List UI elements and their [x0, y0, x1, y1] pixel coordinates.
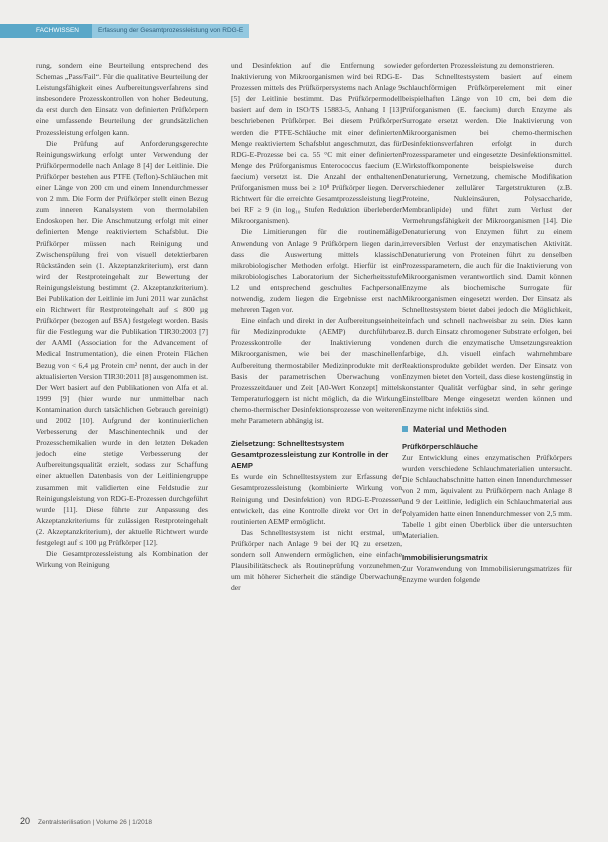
article-short-title: Erfassung der Gesamtprozessleistung von RDG-E — [92, 24, 249, 38]
section-heading-text: Material und Methoden — [413, 424, 507, 434]
paragraph: Zur Voranwendung von Immobilisierungsmatrizes für Enzyme wurden folgende — [402, 563, 572, 585]
paragraph: Die Prüfung auf Anforderungsgerechte Reinigungswirkung erfolgt unter Verwendung der Prüfkörpermodelle nach Anlage 8 [4] der Leitlinie. Die Prüfkörper bestehen aus PTFE (Teflon)-Schläuchen mit einer Länge von 200 cm und einem Innendurchmesser von 2 mm. Die Form der Prüfkörper stellt einen Bezug zum inneren Kanalsystem von thermolabilen Endoskopen her. Die Anschmutzung erfolgt mit einer definierten Menge reaktiviertem Schafsblut. Die Prüfkörper müssen nach Reinigung und Zwischenspülung frei von visuell detektierbaren Rückständen sein (1. Akzeptanzkriterium), erst dann wird der Restproteingehalt zur Bewertung der Reinigungsleistung bestimmt (2. Akzeptanzkriterium). Bei Publikation der Leitlinie im Juni 2011 war zunächst ein Richtwert für Restproteingehalt auf ≤ 800 µg Prüfkörper (bezogen auf BSA) festgelegt worden. Basis für die Festlegung war die Publikation TIR30:2003 [7] der AAMI (Association for the Advancement of Medical Instrumentation), die einen Protein Flächen Bezug von < 6,4 µg Protein cm² nennt, der auch in der aktualisierten Version TIR30:2011 [8] ausgenommen ist. Der Wert basiert auf den Publikationen von Alfa et al. 1999 [9] (hier wurde nur unmittelbar nach Kontamination durch tatsächlichen Gebrauch gereinigt) und 2002 [10]. Aufgrund der kontinuierlichen Verbesserung der Maschinentechnik und der Prozesschemikalien wurde in den letzten Dekaden jedoch eine stetige Verbesserung der Aufbereitungsqualität erzielt, sodass zur Schaffung einer aktuellen Datenbasis von der Leitliniengruppe zusammen mit validierten eine Feldstudie zur Reinigungsleistung von RDG-E-Prozessen durchgeführt wurde [11]. Diese führte zur Anpassung des Akzeptanzkriteriums für zulässigen Restproteingehalt (2. Akzeptanzkriterium), der aktuelle Richtwert wurde festgelegt auf ≤ 100 µg Prüfkörper [12]. — [36, 138, 208, 548]
text-column-right — [402, 60, 572, 585]
subsection-heading: Prüfkörperschläuche — [402, 442, 478, 451]
section-label: FACHWISSEN — [0, 24, 92, 38]
paragraph: Es wurde ein Schnelltestsystem zur Erfassung der Gesamtprozessleistung (kombinierte Wirkung von Reinigung und Desinfektion) von RDG-E-Prozessen entwickelt, das eine Kontrolle direkt vor Ort in der routinierten AEMP ermöglicht. — [231, 472, 402, 526]
running-header — [0, 24, 249, 38]
paragraph: Die Gesamtprozessleistung als Kombination der Wirkung von Reinigung — [36, 549, 208, 570]
section-heading — [402, 423, 572, 435]
paragraph: Das Schnelltestsystem basiert auf einem schlauchförmigen Prüfkörperelement mit einer beispielhaften Länge von 10 cm, bei dem die Prüforganismen (E. faecium) durch Enzyme als Surrogate ersetzt werden. Die Inaktivierung von Mikroorganismen bei chemo-thermischen Desinfektionsverfahren erfolgt in durch Prozessparameter und eingesetzte Desinfektionsmittel. Wirkstoffkomponente beispielsweise durch Denaturierung, Vernetzung, chemische Modifikation verschiedener zellulärer Targetstrukturen (z.B. Proteine, Nukleinsäuren, Polysaccharide, Membranlipide) und führt zum Verlust der Vermehrungsfähigkeit der Mikroorganismen [14]. Die Denaturierung von Enzymen führt zu einem irreversiblen Verlust der enzymatischen Aktivität. Denaturierung von Proteinen führt zu denselben Prozessparametern, die auch für die Inaktivierung von Mikroorganismen verantwortlich sind. Damit können Enzyme als biochemische Surrogate für Mikroorganismen eingesetzt werden. Der Einsatz als Schnelltestsystem bietet dabei jedoch die Möglichkeit, einfach und schnell nachweisbar zu sein. Dies kann z.B. durch Einsatz chromogener Substrate erfolgen, bei denen durch die enzymatische Umsetzungsreaktion farbige, d.h. visuell einfach wahrnehmbare Reaktionsprodukte gebildet werden. Der Einsatz von Enzymen bietet den Vorteil, dass diese kostengünstig in konstanter Qualität verfügbar sind, in sehr geringe Einstellbare Menge eingesetzt werden können und Enzyme nicht infektiös sind. — [402, 72, 572, 414]
text-column-left — [36, 60, 208, 570]
journal-citation: Zentralsterilisation | Volume 26 | 1/2018 — [38, 819, 152, 826]
text-column-middle — [231, 60, 402, 593]
page-footer — [20, 816, 152, 826]
paragraph: der geforderten Prozessleistung zu demonstrieren. — [402, 61, 555, 70]
paragraph: Das Schnelltestsystem ist nicht erstmal, um Prüfkörper nach Anlage 9 bei der IQ zu ersetzen, sondern soll Anwendern ermöglichen, eine einfache Plausibilitätscheck als Routineprüfung vorzunehmen, um mit höherer Sicherheit die ständige Überwachung der — [231, 527, 402, 593]
paragraph: und Desinfektion auf die Entfernung sowie Inaktivierung von Mikroorganismen wird bei RDG-E-Prozessen mittels des Prüfkörpersystems nach Anlage 9 [5] der Leitlinie bestimmt. Das Prüfkörpermodell basiert auf dem in ISO/TS 15883-5, Anhang I [13] beschriebenen Prüfkörper. Bei diesem Prüfkörper werden die PTFE-Schläuche mit einer definierten Menge reaktiviertem Schafsblut angeschmutzt, das für RDG-E-Prozesse bei ca. 55 °C mit einer definierten Menge des Prüforganismus Enterococcus faecium (E. faecium) versetzt ist. Die Anzahl der enthaltenen Prüforganismen muss bei ≥ 10⁸ Prüfkörper liegen. Der Richtwert für die erreichte Gesamtprozessleistung liegt bei RF ≥ 9 (in log₁₀ Stufen Reduktion überleberder Mikroorganismen). — [231, 61, 402, 226]
subsection-heading: Immobilisierungsmatrix — [402, 552, 488, 562]
subsection-heading: Zielsetzung: Schnelltestsystem Gesamtprozessleistung zur Kontrolle in der AEMP — [231, 439, 389, 471]
paragraph: Eine einfach und direkt in der Aufbereitungseinheit für Medizinprodukte (AEMP) durchführbare Prozesskontrolle der Inaktivierung von Mikroorganismen, wie bei der maschinellen Aufbereitung thermostabiler Medizinprodukte mit der Basis der parametrischen Überwachung von Prozesszeitdauer und Zeit [A0-Wert Konzept] mittels Temperaturloggern ist nicht möglich, da die Wirkung chemo-thermischer Desinfektionsprozesse von weiteren mehr Parametern abhängig ist. — [231, 316, 402, 425]
paragraph: Die Limitierungen für die routinemäßige Anwendung von Anlage 9 Prüfkörpern liegen darin, dass die Auswertung mittels klassisch mikrobiologischer Methoden erfolgt. Hierfür ist ein mikrobiologisches Laboratorium der Sicherheitsstufe L2 und entsprechend geschultes Fachpersonal notwendig, zudem liegen die Ergebnisse erst nach mehreren Tagen vor. — [231, 227, 402, 315]
paragraph: Zur Entwicklung eines enzymatischen Prüfkörpers wurden verschiedene Schlauchmaterialien untersucht. Die Schlauchabschnitte hatten einen Innendurchmesser von 2 mm, äquivalent zu Prüfkörpern nach Anlage 8 und 9 der Leitlinie, lediglich ein Schlauchmaterial aus Polyamiden hatte einen Innendurchmesser von 2,5 mm. Tabelle 1 gibt einen Überblick über die untersuchten Materialien. — [402, 453, 572, 540]
square-bullet-icon — [402, 426, 408, 432]
page-number: 20 — [20, 816, 31, 826]
paragraph: rung, sondern eine Beurteilung entsprechend des Schemas „Pass/Fail“. Für die qualitative Beurteilung der Leistungsfähigkeit eines Aufbereitungsverfahrens sind insbesondere Prozesskontrollen von hoher Bedeutung, da erst durch den Einsatz von definierten Prüfkörpern eine umfassende Beurteilung der grundsätzlichen Prozessleistung erfolgen kann. — [36, 61, 208, 137]
